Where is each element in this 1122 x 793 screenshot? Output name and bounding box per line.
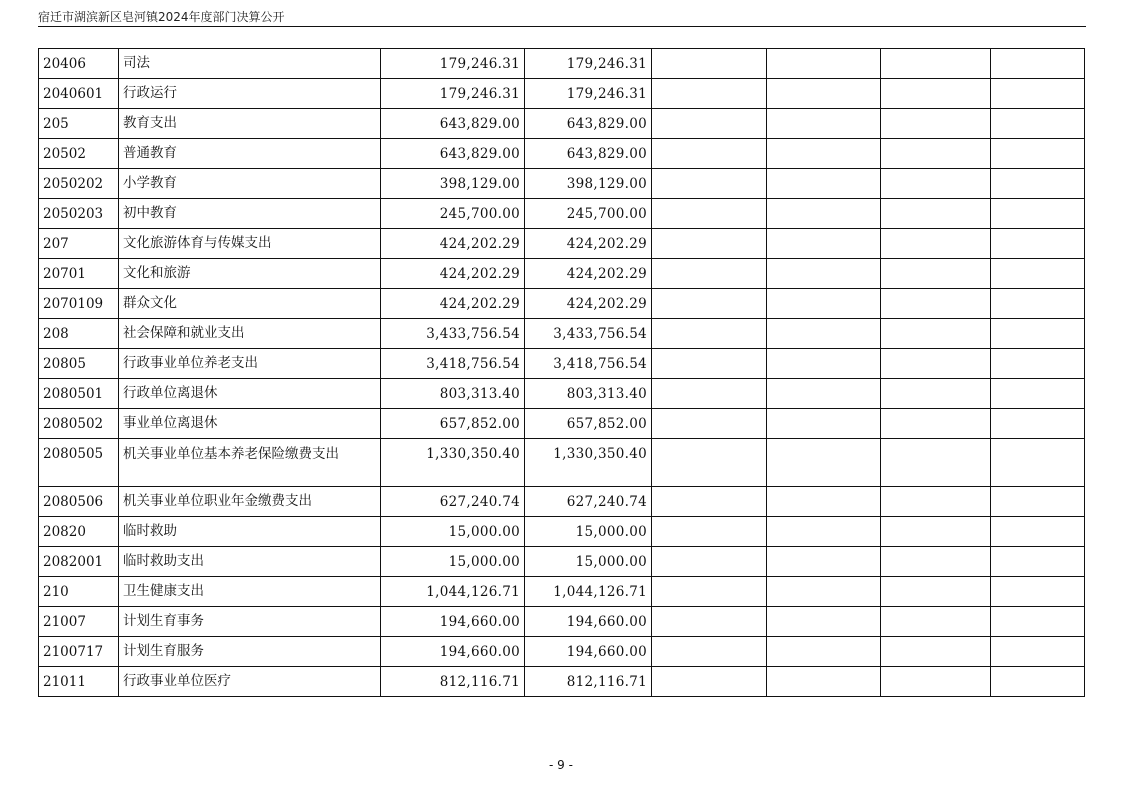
- table-row: [39, 667, 1085, 697]
- cell-subject-name: 行政事业单位养老支出: [119, 349, 381, 379]
- cell-total-expenditure: 194,660.00: [381, 637, 525, 667]
- cell-subject-name: 群众文化: [119, 289, 381, 319]
- cell-basic-expenditure: 803,313.40: [525, 379, 652, 409]
- cell-project-expenditure: [652, 379, 767, 409]
- cell-subject-name: 行政运行: [119, 79, 381, 109]
- cell-empty: [991, 439, 1085, 487]
- cell-empty: [991, 547, 1085, 577]
- table-row: [39, 79, 1085, 109]
- cell-empty: [767, 487, 881, 517]
- cell-empty: [991, 259, 1085, 289]
- cell-empty: [767, 229, 881, 259]
- cell-total-expenditure: 1,044,126.71: [381, 577, 525, 607]
- cell-subject-code: 20406: [39, 49, 119, 79]
- cell-subject-name: 教育支出: [119, 109, 381, 139]
- cell-subject-code: 20502: [39, 139, 119, 169]
- cell-empty: [767, 667, 881, 697]
- cell-empty: [881, 409, 991, 439]
- table-row: [39, 607, 1085, 637]
- cell-project-expenditure: [652, 577, 767, 607]
- cell-total-expenditure: 194,660.00: [381, 607, 525, 637]
- cell-project-expenditure: [652, 517, 767, 547]
- cell-subject-code: 2080506: [39, 487, 119, 517]
- cell-empty: [881, 517, 991, 547]
- cell-subject-name: 计划生育事务: [119, 607, 381, 637]
- cell-empty: [991, 199, 1085, 229]
- table-body: [39, 49, 1085, 697]
- cell-subject-code: 20805: [39, 349, 119, 379]
- table-row: [39, 637, 1085, 667]
- cell-subject-name: 文化和旅游: [119, 259, 381, 289]
- cell-basic-expenditure: 179,246.31: [525, 79, 652, 109]
- table-row: [39, 49, 1085, 79]
- cell-subject-code: 2050202: [39, 169, 119, 199]
- cell-subject-code: 2080505: [39, 439, 119, 487]
- cell-subject-code: 210: [39, 577, 119, 607]
- cell-subject-name: 司法: [119, 49, 381, 79]
- cell-subject-code: 21011: [39, 667, 119, 697]
- cell-total-expenditure: 1,330,350.40: [381, 439, 525, 487]
- cell-subject-name: 小学教育: [119, 169, 381, 199]
- cell-empty: [767, 439, 881, 487]
- cell-project-expenditure: [652, 229, 767, 259]
- cell-empty: [991, 667, 1085, 697]
- cell-empty: [991, 79, 1085, 109]
- cell-subject-name: 文化旅游体育与传媒支出: [119, 229, 381, 259]
- cell-empty: [881, 349, 991, 379]
- cell-project-expenditure: [652, 169, 767, 199]
- cell-subject-code: 2080501: [39, 379, 119, 409]
- cell-project-expenditure: [652, 547, 767, 577]
- cell-empty: [991, 637, 1085, 667]
- table-row: [39, 517, 1085, 547]
- table-row: [39, 259, 1085, 289]
- cell-total-expenditure: 3,418,756.54: [381, 349, 525, 379]
- page-header-title: 宿迁市湖滨新区皂河镇2024年度部门决算公开: [38, 10, 285, 24]
- cell-basic-expenditure: 643,829.00: [525, 139, 652, 169]
- cell-empty: [991, 517, 1085, 547]
- cell-total-expenditure: 179,246.31: [381, 79, 525, 109]
- table-row: [39, 379, 1085, 409]
- cell-empty: [767, 289, 881, 319]
- cell-empty: [991, 409, 1085, 439]
- cell-empty: [991, 289, 1085, 319]
- cell-empty: [767, 577, 881, 607]
- cell-empty: [881, 547, 991, 577]
- cell-basic-expenditure: 15,000.00: [525, 547, 652, 577]
- cell-total-expenditure: 15,000.00: [381, 547, 525, 577]
- cell-empty: [881, 109, 991, 139]
- cell-total-expenditure: 424,202.29: [381, 289, 525, 319]
- cell-total-expenditure: 15,000.00: [381, 517, 525, 547]
- cell-empty: [881, 577, 991, 607]
- table-row: [39, 349, 1085, 379]
- cell-total-expenditure: 179,246.31: [381, 49, 525, 79]
- table-row: [39, 439, 1085, 487]
- cell-empty: [881, 169, 991, 199]
- cell-basic-expenditure: 398,129.00: [525, 169, 652, 199]
- cell-project-expenditure: [652, 139, 767, 169]
- cell-empty: [767, 79, 881, 109]
- cell-empty: [881, 487, 991, 517]
- cell-total-expenditure: 803,313.40: [381, 379, 525, 409]
- table-row: [39, 169, 1085, 199]
- cell-empty: [767, 109, 881, 139]
- header-rule: [38, 26, 1086, 27]
- cell-total-expenditure: 627,240.74: [381, 487, 525, 517]
- cell-project-expenditure: [652, 49, 767, 79]
- cell-empty: [767, 139, 881, 169]
- cell-basic-expenditure: 424,202.29: [525, 259, 652, 289]
- cell-empty: [991, 577, 1085, 607]
- cell-empty: [767, 547, 881, 577]
- cell-empty: [767, 319, 881, 349]
- cell-empty: [881, 379, 991, 409]
- table-row: [39, 547, 1085, 577]
- cell-empty: [767, 349, 881, 379]
- cell-subject-code: 21007: [39, 607, 119, 637]
- cell-total-expenditure: 643,829.00: [381, 109, 525, 139]
- table-row: [39, 577, 1085, 607]
- cell-project-expenditure: [652, 409, 767, 439]
- cell-project-expenditure: [652, 487, 767, 517]
- cell-subject-name: 事业单位离退休: [119, 409, 381, 439]
- cell-subject-name: 机关事业单位基本养老保险缴费支出: [119, 439, 381, 487]
- table-row: [39, 199, 1085, 229]
- cell-subject-name: 临时救助支出: [119, 547, 381, 577]
- cell-project-expenditure: [652, 637, 767, 667]
- cell-subject-name: 初中教育: [119, 199, 381, 229]
- cell-empty: [991, 139, 1085, 169]
- cell-empty: [991, 607, 1085, 637]
- cell-basic-expenditure: 15,000.00: [525, 517, 652, 547]
- table-row: [39, 409, 1085, 439]
- cell-empty: [881, 319, 991, 349]
- cell-empty: [881, 259, 991, 289]
- cell-subject-code: 20701: [39, 259, 119, 289]
- cell-basic-expenditure: 179,246.31: [525, 49, 652, 79]
- cell-project-expenditure: [652, 349, 767, 379]
- cell-subject-name: 行政事业单位医疗: [119, 667, 381, 697]
- cell-project-expenditure: [652, 289, 767, 319]
- cell-subject-name: 普通教育: [119, 139, 381, 169]
- table-row: [39, 487, 1085, 517]
- cell-project-expenditure: [652, 667, 767, 697]
- cell-subject-name: 计划生育服务: [119, 637, 381, 667]
- page-number: - 9 -: [549, 758, 573, 772]
- cell-empty: [881, 139, 991, 169]
- cell-subject-code: 205: [39, 109, 119, 139]
- cell-empty: [881, 439, 991, 487]
- cell-empty: [881, 229, 991, 259]
- cell-subject-name: 临时救助: [119, 517, 381, 547]
- cell-empty: [881, 79, 991, 109]
- cell-basic-expenditure: 812,116.71: [525, 667, 652, 697]
- cell-total-expenditure: 812,116.71: [381, 667, 525, 697]
- cell-subject-name: 机关事业单位职业年金缴费支出: [119, 487, 381, 517]
- cell-basic-expenditure: 3,418,756.54: [525, 349, 652, 379]
- cell-total-expenditure: 657,852.00: [381, 409, 525, 439]
- cell-empty: [991, 109, 1085, 139]
- cell-project-expenditure: [652, 109, 767, 139]
- cell-empty: [991, 487, 1085, 517]
- cell-subject-code: 207: [39, 229, 119, 259]
- cell-subject-code: 20820: [39, 517, 119, 547]
- cell-empty: [767, 49, 881, 79]
- cell-empty: [881, 199, 991, 229]
- cell-subject-code: 208: [39, 319, 119, 349]
- cell-project-expenditure: [652, 259, 767, 289]
- cell-subject-code: 2100717: [39, 637, 119, 667]
- table-row: [39, 319, 1085, 349]
- cell-empty: [991, 319, 1085, 349]
- cell-basic-expenditure: 1,044,126.71: [525, 577, 652, 607]
- cell-empty: [991, 229, 1085, 259]
- cell-basic-expenditure: 643,829.00: [525, 109, 652, 139]
- cell-empty: [767, 637, 881, 667]
- cell-empty: [767, 409, 881, 439]
- cell-empty: [767, 199, 881, 229]
- cell-basic-expenditure: 245,700.00: [525, 199, 652, 229]
- cell-empty: [881, 49, 991, 79]
- cell-project-expenditure: [652, 439, 767, 487]
- cell-subject-code: 2070109: [39, 289, 119, 319]
- cell-subject-code: 2050203: [39, 199, 119, 229]
- cell-subject-name: 社会保障和就业支出: [119, 319, 381, 349]
- cell-empty: [991, 379, 1085, 409]
- cell-empty: [881, 607, 991, 637]
- cell-basic-expenditure: 424,202.29: [525, 289, 652, 319]
- cell-project-expenditure: [652, 199, 767, 229]
- cell-empty: [881, 667, 991, 697]
- cell-empty: [767, 607, 881, 637]
- cell-basic-expenditure: 194,660.00: [525, 607, 652, 637]
- cell-basic-expenditure: 3,433,756.54: [525, 319, 652, 349]
- cell-total-expenditure: 424,202.29: [381, 229, 525, 259]
- cell-empty: [991, 169, 1085, 199]
- cell-subject-code: 2040601: [39, 79, 119, 109]
- cell-total-expenditure: 398,129.00: [381, 169, 525, 199]
- cell-total-expenditure: 424,202.29: [381, 259, 525, 289]
- cell-subject-name: 行政单位离退休: [119, 379, 381, 409]
- cell-empty: [991, 49, 1085, 79]
- table-row: [39, 229, 1085, 259]
- expenditure-table: [38, 48, 1085, 697]
- cell-subject-code: 2082001: [39, 547, 119, 577]
- cell-empty: [767, 379, 881, 409]
- cell-empty: [881, 289, 991, 319]
- cell-basic-expenditure: 1,330,350.40: [525, 439, 652, 487]
- cell-total-expenditure: 3,433,756.54: [381, 319, 525, 349]
- cell-empty: [881, 637, 991, 667]
- cell-basic-expenditure: 424,202.29: [525, 229, 652, 259]
- cell-empty: [767, 259, 881, 289]
- cell-empty: [991, 349, 1085, 379]
- cell-total-expenditure: 643,829.00: [381, 139, 525, 169]
- cell-basic-expenditure: 627,240.74: [525, 487, 652, 517]
- cell-project-expenditure: [652, 79, 767, 109]
- table-row: [39, 139, 1085, 169]
- cell-basic-expenditure: 194,660.00: [525, 637, 652, 667]
- table-row: [39, 289, 1085, 319]
- cell-total-expenditure: 245,700.00: [381, 199, 525, 229]
- cell-project-expenditure: [652, 319, 767, 349]
- cell-empty: [767, 169, 881, 199]
- cell-subject-code: 2080502: [39, 409, 119, 439]
- cell-project-expenditure: [652, 607, 767, 637]
- table-row: [39, 109, 1085, 139]
- cell-basic-expenditure: 657,852.00: [525, 409, 652, 439]
- cell-empty: [767, 517, 881, 547]
- cell-subject-name: 卫生健康支出: [119, 577, 381, 607]
